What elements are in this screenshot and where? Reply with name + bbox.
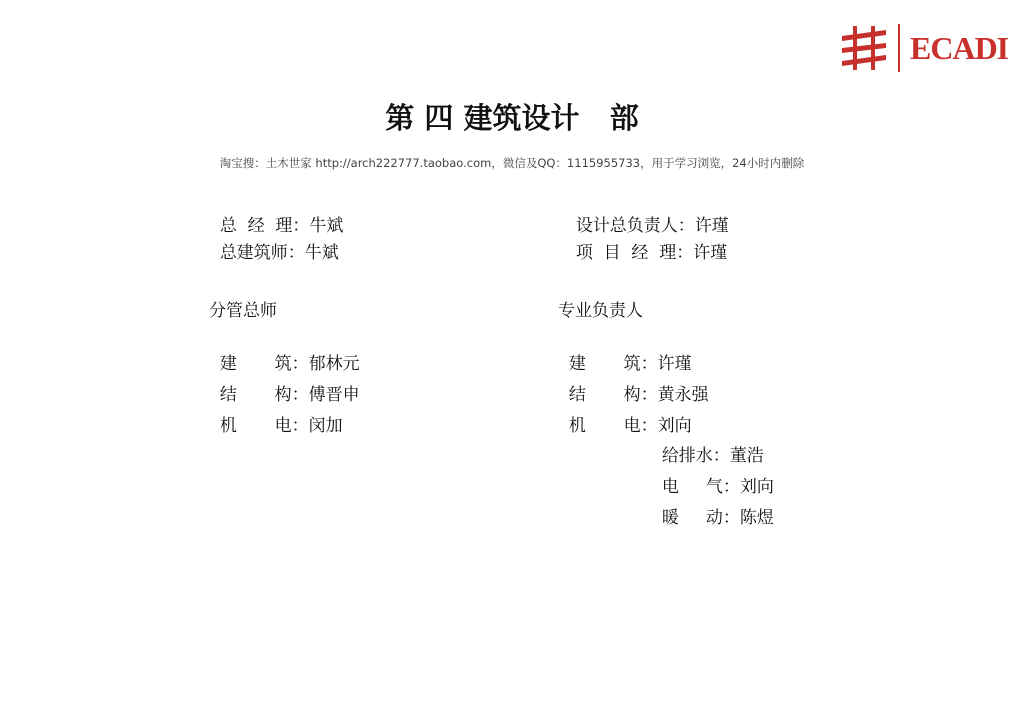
supervisor-architecture-value: 郁林元 bbox=[308, 354, 360, 374]
lead-plumbing-value: 董浩 bbox=[729, 446, 764, 466]
project-manager-value: 许瑾 bbox=[693, 243, 728, 263]
project-manager-row bbox=[565, 220, 727, 264]
lead-structure-value: 黄永强 bbox=[657, 385, 709, 405]
design-lead-label: 设计总负责人： bbox=[575, 216, 695, 236]
design-lead-value: 许瑾 bbox=[694, 216, 729, 236]
logo-wordmark: ECADI bbox=[910, 30, 1009, 66]
supervisor-mep-label: 机 电： bbox=[219, 416, 309, 436]
logo-divider bbox=[898, 24, 900, 72]
ecadi-emblem-icon bbox=[840, 24, 888, 72]
general-manager-value: 牛斌 bbox=[309, 216, 344, 236]
supervisor-mep-value: 闵加 bbox=[308, 416, 343, 436]
lead-architecture-value: 许瑾 bbox=[657, 354, 692, 374]
discipline-leads-heading: 专业负责人 bbox=[558, 301, 643, 321]
lead-architecture-label: 建 筑： bbox=[568, 354, 658, 374]
lead-hvac-value: 陈煜 bbox=[739, 508, 774, 528]
general-manager-label: 总 经 理： bbox=[219, 216, 310, 236]
supervisor-structure-value: 傅晋申 bbox=[308, 385, 360, 405]
source-note: 淘宝搜：土木世家 http://arch222777.taobao.com，微信及QQ：1115955733，用于学习浏览，24小时内删除 bbox=[219, 156, 805, 170]
supervisor-architecture-label: 建 筑： bbox=[219, 354, 309, 374]
lead-plumbing-label: 给排水： bbox=[661, 446, 730, 466]
chief-architect-value: 牛斌 bbox=[304, 243, 339, 263]
page-title: 第 四 建筑设计 部 bbox=[385, 101, 639, 135]
supervisor-mep-row bbox=[209, 393, 343, 437]
lead-structure-label: 结 构： bbox=[568, 385, 658, 405]
lead-mep-value: 刘向 bbox=[657, 416, 692, 436]
chief-architect-row bbox=[209, 220, 339, 264]
ecadi-logo bbox=[840, 22, 1009, 74]
supervisors-heading: 分管总师 bbox=[209, 301, 277, 321]
project-manager-label: 项 目 经 理： bbox=[575, 243, 694, 263]
lead-hvac-row bbox=[651, 485, 774, 529]
supervisor-structure-label: 结 构： bbox=[219, 385, 309, 405]
lead-electrical-value: 刘向 bbox=[739, 477, 774, 497]
chief-architect-label: 总建筑师： bbox=[219, 243, 305, 263]
lead-hvac-label: 暖 动： bbox=[661, 508, 740, 528]
lead-mep-label: 机 电： bbox=[568, 416, 658, 436]
lead-electrical-label: 电 气： bbox=[661, 477, 740, 497]
